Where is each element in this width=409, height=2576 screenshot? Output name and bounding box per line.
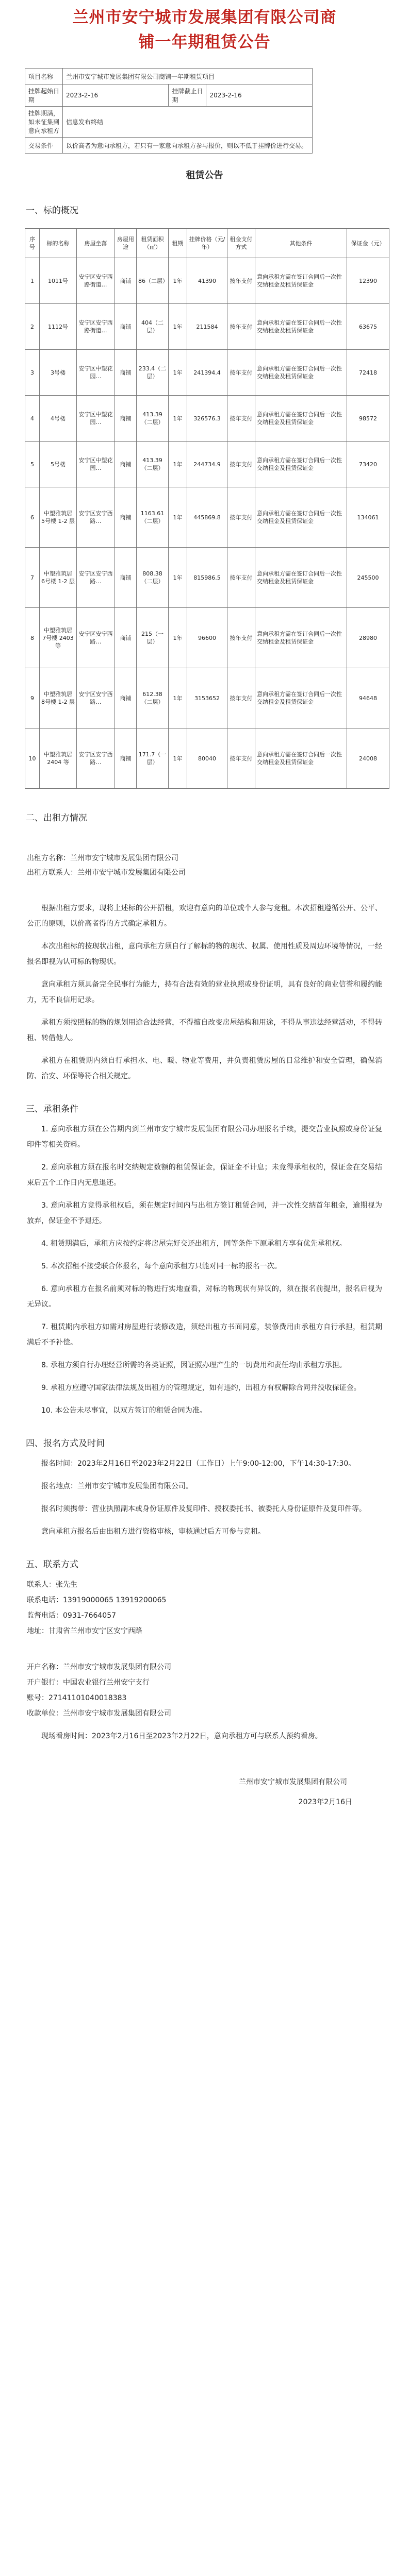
- column-header: 房屋坐落: [77, 229, 115, 258]
- table-cell: 中塑雅筑居 2404 等: [40, 728, 77, 789]
- meta-key: 挂牌起始日期: [25, 84, 63, 107]
- table-cell: 商铺: [115, 396, 137, 442]
- table-cell: 意向承租方需在签订合同后一次性交纳租金及租赁保证金: [255, 668, 347, 728]
- column-header: 租金支付方式: [227, 229, 255, 258]
- table-cell: 商铺: [115, 608, 137, 668]
- table-cell: 安宁区安宁西路街道…: [77, 258, 115, 304]
- table-cell: 1年: [169, 608, 187, 668]
- table-cell: 10: [25, 728, 40, 789]
- table-row: [25, 608, 389, 668]
- condition-item: 7. 租赁期内承租方如需对房屋进行装修改造，须经出租方书面同意，装修费用由承租方自行承担，租赁期满后不予补偿。: [27, 1323, 382, 1347]
- table-cell: 12390: [347, 258, 389, 304]
- table-cell: 安宁区安宁西路…: [77, 548, 115, 608]
- table-cell: 意向承租方需在签订合同后一次性交纳租金及租赁保证金: [255, 396, 347, 442]
- table-row: [25, 728, 389, 789]
- table-cell: 意向承租方需在签订合同后一次性交纳租金及租赁保证金: [255, 487, 347, 548]
- table-cell: 72418: [347, 350, 389, 396]
- table-cell: 意向承租方需在签订合同后一次性交纳租金及租赁保证金: [255, 350, 347, 396]
- table-cell: 1年: [169, 396, 187, 442]
- table-cell: 233.4（二层）: [137, 350, 169, 396]
- table-cell: 商铺: [115, 442, 137, 487]
- table-row: [25, 258, 389, 304]
- meta-row: [25, 84, 313, 107]
- meta-key: 挂牌期满，如未征集到意向承租方: [25, 107, 63, 138]
- condition-item: 9. 承租方应遵守国家法律法规及出租方的管理规定，如有违约，出租方有权解除合同并没收保证金。: [41, 1384, 361, 1392]
- column-header: 租赁面积（㎡）: [137, 229, 169, 258]
- table-cell: 86（二层）: [137, 258, 169, 304]
- table-cell: 1年: [169, 668, 187, 728]
- table-cell: 63675: [347, 304, 389, 350]
- document-heading: 租赁公告: [186, 170, 223, 181]
- table-cell: 商铺: [115, 548, 137, 608]
- table-cell: 1年: [169, 728, 187, 789]
- table-cell: 意向承租方需在签订合同后一次性交纳租金及租赁保证金: [255, 608, 347, 668]
- body-paragraph: 本次出租标的按现状出租，意向承租方须自行了解标的物的现状、权属、使用性质及周边环境等情况，一经报名即视为认可标的物现状。: [27, 942, 382, 966]
- condition-item: 8. 承租方须自行办理经营所需的各类证照，因证照办理产生的一切费用和责任均由承租方承担。: [41, 1361, 347, 1369]
- table-cell: 意向承租方需在签订合同后一次性交纳租金及租赁保证金: [255, 304, 347, 350]
- table-row: [25, 668, 389, 728]
- meta-value: 信息发布终结: [63, 107, 313, 138]
- table-cell: 按年支付: [227, 350, 255, 396]
- body-paragraph: 根据出租方要求，现将上述标的公开招租，欢迎有意向的单位或个人参与竞租。本次招租遵循公开、公平、公正的原则，以价高者得的方式确定承租方。: [27, 904, 382, 928]
- table-cell: 意向承租方需在签订合同后一次性交纳租金及租赁保证金: [255, 728, 347, 789]
- table-cell: 3号楼: [40, 350, 77, 396]
- table-cell: 中塑雅筑居 6号楼 1-2 层: [40, 548, 77, 608]
- table-cell: 意向承租方需在签订合同后一次性交纳租金及租赁保证金: [255, 442, 347, 487]
- column-header: 房屋用途: [115, 229, 137, 258]
- table-cell: 安宁区安宁西路…: [77, 608, 115, 668]
- table-cell: 1011号: [40, 258, 77, 304]
- body-paragraph: 承租方须按照标的物的规划用途合法经营，不得擅自改变房屋结构和用途，不得从事违法经营活动，不得转租、转借他人。: [27, 1019, 382, 1042]
- table-cell: 商铺: [115, 668, 137, 728]
- payment-line: 开户名称：兰州市安宁城市发展集团有限公司: [27, 1663, 171, 1671]
- table-cell: 1112号: [40, 304, 77, 350]
- column-header: 挂牌价格（元/年）: [187, 229, 227, 258]
- lessor-contact: 出租方联系人：兰州市安宁城市发展集团有限公司: [27, 869, 186, 877]
- table-cell: 28980: [347, 608, 389, 668]
- table-cell: 安宁区中塑花园…: [77, 442, 115, 487]
- body-paragraph: 承租方在租赁期内须自行承担水、电、暖、物业等费用，并负责租赁房屋的日常维护和安全管理，确保消防、治安、环保等符合相关规定。: [27, 1057, 382, 1080]
- column-header: 其他条件: [255, 229, 347, 258]
- table-cell: 按年支付: [227, 728, 255, 789]
- signup-item: 报名时须携带：营业执照副本或身份证原件及复印件、授权委托书、被委托人身份证原件及复印件等。: [41, 1505, 366, 1513]
- table-cell: 1年: [169, 350, 187, 396]
- column-header: 保证金（元）: [347, 229, 389, 258]
- table-row: [25, 548, 389, 608]
- table-cell: 8: [25, 608, 40, 668]
- table-cell: 中塑雅筑居 7号楼 2403 等: [40, 608, 77, 668]
- table-cell: 41390: [187, 258, 227, 304]
- condition-item: 4. 租赁期满后，承租方应按约定将房屋完好交还出租方，同等条件下原承租方享有优先承租权。: [41, 1240, 347, 1248]
- section-title-overview: 一、标的概况: [26, 206, 78, 216]
- signup-item: 意向承租方报名后由出租方进行资格审核，审核通过后方可参与竞租。: [41, 1528, 265, 1536]
- table-cell: 1年: [169, 258, 187, 304]
- table-cell: 244734.9: [187, 442, 227, 487]
- table-cell: 413.39（二层）: [137, 442, 169, 487]
- table-cell: 612.38（二层）: [137, 668, 169, 728]
- table-cell: 815986.5: [187, 548, 227, 608]
- table-cell: 中塑雅筑居 5号楼 1-2 层: [40, 487, 77, 548]
- table-cell: 1年: [169, 304, 187, 350]
- contact-line: 地址：甘肃省兰州市安宁区安宁西路: [27, 1627, 142, 1635]
- table-cell: 413.39（二层）: [137, 396, 169, 442]
- table-cell: 211584: [187, 304, 227, 350]
- section-title-signup: 四、报名方式及时间: [26, 1438, 105, 1449]
- table-cell: 808.38（二层）: [137, 548, 169, 608]
- table-header-row: [25, 229, 389, 258]
- table-cell: 7: [25, 548, 40, 608]
- table-cell: 3: [25, 350, 40, 396]
- table-cell: 5: [25, 442, 40, 487]
- table-cell: 按年支付: [227, 668, 255, 728]
- table-cell: 1163.61（二层）: [137, 487, 169, 548]
- contact-line: 监督电话：0931-7664057: [27, 1612, 117, 1620]
- meta-key: 项目名称: [25, 69, 63, 84]
- table-cell: 94648: [347, 668, 389, 728]
- issue-date: 2023年2月16日: [298, 1798, 352, 1806]
- condition-item: 10. 本公告未尽事宜，以双方签订的租赁合同为准。: [41, 1406, 207, 1415]
- table-cell: 1年: [169, 442, 187, 487]
- column-header: 租期: [169, 229, 187, 258]
- section-title-contact: 五、联系方式: [26, 1560, 78, 1570]
- contact-line: 联系电话：13919000065 13919200065: [27, 1596, 167, 1604]
- table-cell: 安宁区中塑花园…: [77, 350, 115, 396]
- viewing-note: 现场看房时间：2023年2月16日至2023年2月22日，意向承租方可与联系人预约看房。: [41, 1732, 322, 1740]
- table-cell: 80040: [187, 728, 227, 789]
- table-cell: 1: [25, 258, 40, 304]
- meta-value: 2023-2-16: [63, 84, 169, 107]
- table-cell: 96600: [187, 608, 227, 668]
- condition-item: 1. 意向承租方须在公告期内到兰州市安宁城市发展集团有限公司办理报名手续，提交营业执照或身份证复印件等相关资料。: [27, 1125, 382, 1149]
- payment-line: 开户银行：中国农业银行兰州安宁支行: [27, 1679, 150, 1687]
- table-cell: 按年支付: [227, 487, 255, 548]
- section-title-conditions: 三、承租条件: [26, 1104, 78, 1114]
- section-title-lessor: 二、出租方情况: [26, 813, 87, 823]
- table-cell: 3153652: [187, 668, 227, 728]
- meta-key: 交易条件: [25, 138, 63, 154]
- table-cell: 按年支付: [227, 258, 255, 304]
- signup-item: 报名时间：2023年2月16日至2023年2月22日（工作日）上午9:00-12:00，下午14:30-17:30。: [41, 1460, 356, 1468]
- announcement-title: 兰州市安宁城市发展集团有限公司商铺一年期租赁公告: [72, 8, 337, 52]
- project-meta-table: [25, 68, 313, 154]
- table-cell: 404（二层）: [137, 304, 169, 350]
- table-cell: 商铺: [115, 487, 137, 548]
- table-cell: 245500: [347, 548, 389, 608]
- table-cell: 4: [25, 396, 40, 442]
- meta-row: [25, 107, 313, 138]
- table-cell: 215（一层）: [137, 608, 169, 668]
- table-cell: 安宁区安宁西路…: [77, 728, 115, 789]
- table-cell: 按年支付: [227, 304, 255, 350]
- table-row: [25, 350, 389, 396]
- table-row: [25, 304, 389, 350]
- issuer-signature: 兰州市安宁城市发展集团有限公司: [239, 1778, 347, 1786]
- meta-value: 以价高者为意向承租方，若只有一家意向承租方参与报价，则以不低于挂牌价进行交易。: [63, 138, 313, 154]
- table-cell: 按年支付: [227, 548, 255, 608]
- table-cell: 326576.3: [187, 396, 227, 442]
- table-cell: 5号楼: [40, 442, 77, 487]
- table-cell: 98572: [347, 396, 389, 442]
- condition-item: 2. 意向承租方须在报名时交纳规定数额的租赁保证金，保证金不计息；未竞得承租权的，保证金在交易结束后五个工作日内无息退还。: [27, 1163, 382, 1187]
- table-cell: 按年支付: [227, 608, 255, 668]
- table-cell: 商铺: [115, 350, 137, 396]
- table-cell: 1年: [169, 487, 187, 548]
- table-cell: 按年支付: [227, 442, 255, 487]
- table-cell: 商铺: [115, 258, 137, 304]
- table-cell: 9: [25, 668, 40, 728]
- contact-line: 联系人：张先生: [27, 1581, 77, 1589]
- table-row: [25, 396, 389, 442]
- listing-table: [25, 228, 389, 789]
- condition-item: 5. 本次招租不接受联合体报名，每个意向承租方只能对同一标的报名一次。: [41, 1262, 282, 1270]
- table-cell: 意向承租方需在签订合同后一次性交纳租金及租赁保证金: [255, 548, 347, 608]
- meta-row: [25, 138, 313, 154]
- table-cell: 意向承租方需在签订合同后一次性交纳租金及租赁保证金: [255, 258, 347, 304]
- table-cell: 4号楼: [40, 396, 77, 442]
- table-cell: 6: [25, 487, 40, 548]
- table-cell: 445869.8: [187, 487, 227, 548]
- meta-key: 挂牌截止日期: [169, 84, 206, 107]
- table-cell: 安宁区安宁西路…: [77, 487, 115, 548]
- table-cell: 73420: [347, 442, 389, 487]
- payment-line: 收款单位：兰州市安宁城市发展集团有限公司: [27, 1709, 171, 1718]
- table-cell: 安宁区安宁西路…: [77, 668, 115, 728]
- table-cell: 24008: [347, 728, 389, 789]
- signup-item: 报名地点：兰州市安宁城市发展集团有限公司。: [41, 1482, 193, 1490]
- table-cell: 171.7（一层）: [137, 728, 169, 789]
- table-cell: 1年: [169, 548, 187, 608]
- announcement-page: [0, 5, 409, 2576]
- table-cell: 商铺: [115, 304, 137, 350]
- column-header: 标的名称: [40, 229, 77, 258]
- table-row: [25, 487, 389, 548]
- condition-item: 3. 意向承租方竞得承租权后，须在规定时间内与出租方签订租赁合同，并一次性交纳首年租金，逾期视为放弃，保证金不予退还。: [27, 1201, 382, 1225]
- lessor-name: 出租方名称：兰州市安宁城市发展集团有限公司: [27, 854, 178, 862]
- condition-item: 6. 意向承租方在报名前须对标的物进行实地查看，对标的物现状有异议的，须在报名前提出，报名后视为无异议。: [27, 1285, 382, 1309]
- meta-value: 2023-2-16: [206, 84, 313, 107]
- meta-value: 兰州市安宁城市发展集团有限公司商铺一年期租赁项目: [63, 69, 313, 84]
- table-cell: 安宁区安宁西路街道…: [77, 304, 115, 350]
- payment-line: 账号：27141101040018383: [27, 1694, 127, 1702]
- table-row: [25, 442, 389, 487]
- table-cell: 中塑雅筑居 8号楼 1-2 层: [40, 668, 77, 728]
- meta-row: [25, 69, 313, 84]
- body-paragraph: 意向承租方须具备完全民事行为能力，持有合法有效的营业执照或身份证明，具有良好的商业信誉和履约能力，无不良信用记录。: [27, 980, 382, 1004]
- table-cell: 安宁区中塑花园…: [77, 396, 115, 442]
- table-cell: 241394.4: [187, 350, 227, 396]
- table-cell: 134061: [347, 487, 389, 548]
- table-cell: 商铺: [115, 728, 137, 789]
- table-cell: 按年支付: [227, 396, 255, 442]
- table-cell: 2: [25, 304, 40, 350]
- column-header: 序号: [25, 229, 40, 258]
